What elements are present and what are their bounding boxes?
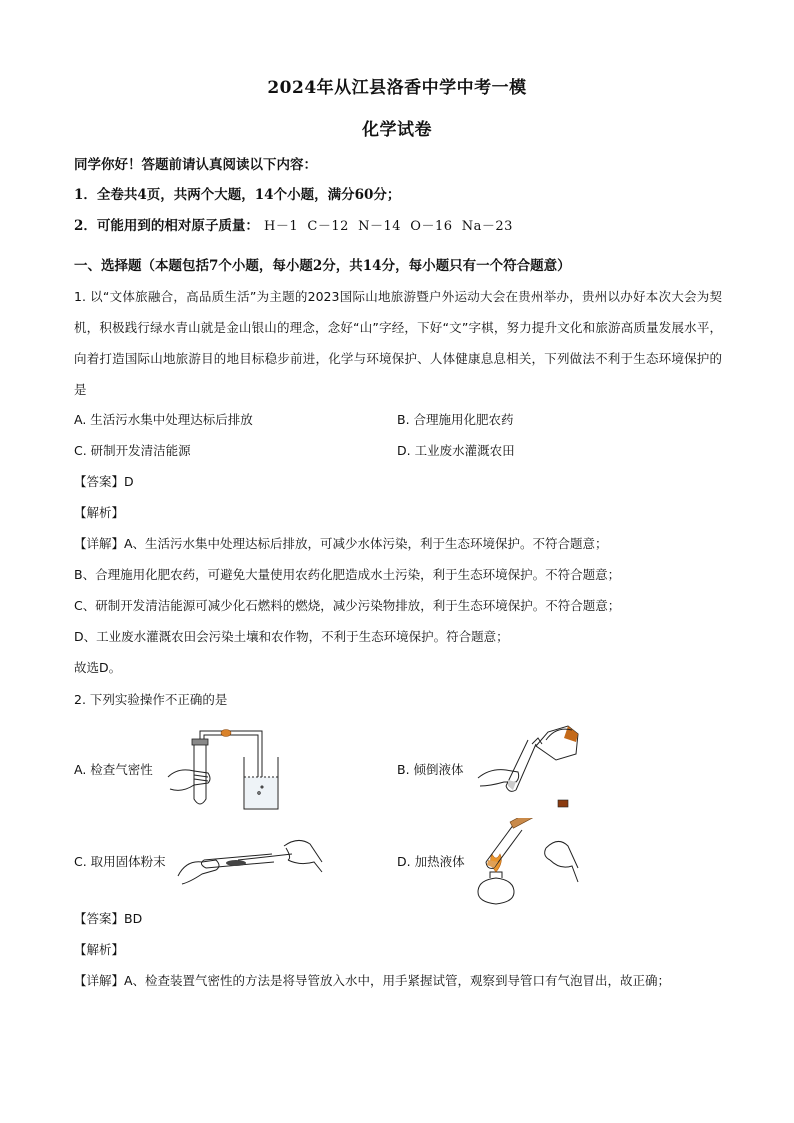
- q1-detail-line: 故选D。: [74, 660, 122, 675]
- q2-option-a: A. 检查气密性: [74, 762, 153, 777]
- q1-detail-line: C、研制开发清洁能源可减少化石燃料的燃烧，减少污染物排放，利于生态环境保护。不符合题意；: [74, 598, 621, 613]
- q2-answer: 【答案】BD: [74, 911, 143, 926]
- q1-detail-line: 【详解】A、生活污水集中处理达标后排放，可减少水体污染，利于生态环境保护。不符合题意；: [74, 536, 608, 551]
- q1-answer: 【答案】D: [74, 474, 134, 489]
- q2-option-d: D. 加热液体: [397, 854, 465, 869]
- q2-option-c: C. 取用固体粉末: [74, 854, 166, 869]
- airtightness-check-illustration: [164, 727, 284, 815]
- q2-detail-a: 【详解】A、检查装置气密性的方法是将导管放入水中，用手紧握试管，观察到导管口有气泡冒出，故正确；: [74, 973, 671, 988]
- q1-option-b: B. 合理施用化肥农药: [397, 412, 514, 427]
- q1-option-a: A. 生活污水集中处理达标后排放: [74, 412, 253, 427]
- q1-detail-line: D、工业废水灌溉农田会污染土壤和农作物，不利于生态环境保护。符合题意；: [74, 629, 509, 644]
- question-1-stem: 1. 以“文体旅融合，高品质生活”为主题的2023国际山地旅游暨户外运动大会在贵州举办，贵州以办好本次大会为契机，积极践行绿水青山就是金山银山的理念，念好“山”字经，下好“文”字棋，努力提升文化和旅游高质量发展水平，向着打造国际山地旅游目的地目标稳步前进，化学与环境保护、人体健康息息相关，下列做法不利于生态环境保护的是: [74, 289, 722, 397]
- exam-title: 2024年从江县洛香中学中考一模: [267, 78, 527, 98]
- pouring-liquid-illustration: [476, 720, 588, 810]
- section-heading: 一、选择题（本题包括7个小题，每小题2分，共14分，每小题只有一个符合题意）: [74, 258, 571, 274]
- atomic-mass-values: H－1 C－12 N－14 O－16 Na－23: [264, 219, 513, 234]
- q2-option-b: B. 倾倒液体: [397, 762, 464, 777]
- notice-item-2: [74, 214, 513, 234]
- notice-greeting: 同学你好！答题前请认真阅读以下内容：: [74, 157, 317, 173]
- q1-option-d: D. 工业废水灌溉农田: [397, 443, 515, 458]
- q1-option-c: C. 研制开发清洁能源: [74, 443, 191, 458]
- q2-analysis-label: 【解析】: [74, 942, 125, 957]
- q1-detail-line: B、合理施用化肥农药，可避免大量使用农药化肥造成水土污染，利于生态环境保护。不符合题意；: [74, 567, 621, 582]
- solid-powder-illustration: [176, 836, 324, 886]
- notice-item-2-label: 2．可能用到的相对原子质量：: [74, 218, 259, 234]
- question-2-stem: 2. 下列实验操作不正确的是: [74, 692, 228, 707]
- heating-liquid-illustration: [470, 818, 580, 910]
- q1-analysis-label: 【解析】: [74, 505, 125, 520]
- exam-subtitle: 化学试卷: [362, 120, 432, 140]
- notice-item-1: 1．全卷共4页，共两个大题，14个小题，满分60分；: [74, 187, 401, 203]
